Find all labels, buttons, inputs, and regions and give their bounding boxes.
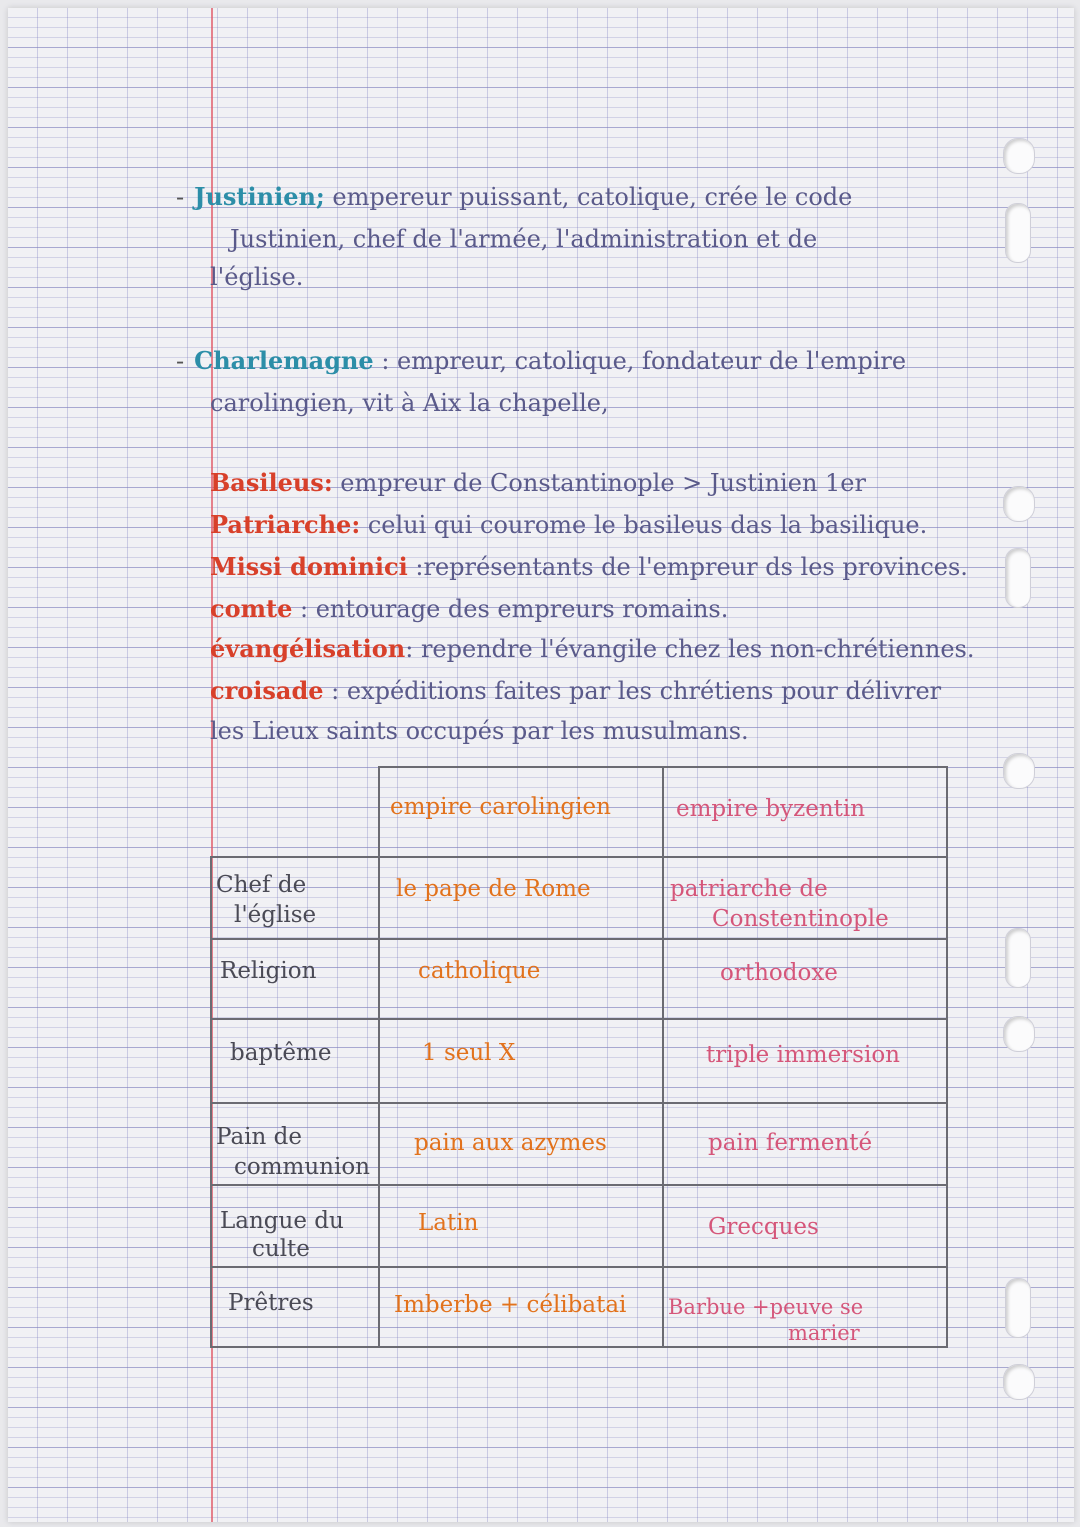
table-rule [662,766,664,1348]
definition-text: : entourage des empreurs romains. [292,595,729,623]
table-rule [210,1102,948,1104]
table-rule [210,938,948,940]
binder-hole [1003,1016,1035,1052]
table-rule [210,856,948,858]
binder-hole [1005,928,1031,988]
table-rule [210,1018,948,1020]
justinien-text1: empereur puissant, catolique, crée le code [324,183,853,211]
definition-patriarche [210,506,927,544]
definition-term: croisade [210,676,324,705]
table-cell-cont: marier [788,1321,860,1345]
row-label: Prêtres [228,1290,314,1316]
definition-term: évangélisation [210,634,406,663]
row-label-cont: communion [234,1154,370,1180]
charlemagne-text1: : empreur, catolique, fondateur de l'empire [373,347,907,375]
bullet-dash: - [176,183,185,211]
table-rule [210,1266,948,1268]
row-label-cont: culte [252,1236,310,1262]
definition-basileus [210,464,866,502]
binder-hole [1003,753,1035,789]
table-cell: triple immersion [706,1042,900,1068]
definition-term: Missi dominici [210,552,408,581]
table-cell: pain fermenté [708,1130,873,1156]
justinien-text2: Justinien, chef de l'armée, l'administration et de [230,225,818,253]
definition-term: Basileus: [210,468,333,497]
column-header-carolingien: empire carolingien [390,794,611,820]
table-cell: Barbue +peuve se [668,1295,864,1319]
notebook-page [8,8,1074,1522]
row-label: Pain de [216,1124,302,1150]
charlemagne-line1 [176,342,906,380]
binder-hole [1003,486,1035,522]
table-cell-cont: Constentinople [712,906,889,932]
table-cell: patriarche de [670,876,828,902]
definition-term: comte [210,594,293,623]
definition-comte [210,590,728,628]
column-header-byzantin: empire byzentin [676,796,866,822]
table-cell: orthodoxe [720,960,838,986]
definition-croisade-cont [210,712,749,750]
definition-croisade [210,672,941,710]
binder-hole [1005,548,1031,608]
table-rule [946,766,948,1348]
table-cell: le pape de Rome [396,876,591,902]
definition-missi-dominici [210,548,968,586]
charlemagne-term: Charlemagne [194,346,374,375]
justinien-line1 [176,178,852,216]
definition-text: celui qui courome le basileus das la basilique. [360,511,928,539]
row-label: Langue du [220,1208,344,1234]
definition-text: les Lieux saints occupés par les musulmans. [210,717,749,745]
table-rule [378,766,380,1348]
bullet-dash: - [176,347,185,375]
binder-hole [1005,203,1031,263]
charlemagne-text2: carolingien, vit à Aix la chapelle, [210,389,609,417]
table-rule [210,856,212,1348]
table-cell: Grecques [708,1214,819,1240]
binder-hole [1003,138,1035,174]
justinien-term: Justinien; [194,182,325,211]
row-label: baptême [230,1040,332,1066]
table-cell: Latin [418,1210,479,1236]
table-cell: Imberbe + célibatai [394,1292,627,1318]
row-label: Chef de [216,872,307,898]
row-label-cont: l'église [234,902,317,928]
binder-hole [1003,1364,1035,1400]
definition-evangelisation [210,630,975,668]
definition-text: :représentants de l'empreur ds les provinces. [407,553,968,581]
definition-text: : rependre l'évangile chez les non-chrétiennes. [405,635,975,663]
table-cell: catholique [418,958,541,984]
row-label: Religion [220,958,317,984]
justinien-text3: l'église. [210,263,304,291]
definition-text: : expéditions faites par les chrétiens pour délivrer [323,677,942,705]
table-cell: 1 seul X [422,1040,516,1066]
table-rule [210,1184,948,1186]
table-cell: pain aux azymes [414,1130,607,1156]
binder-hole [1005,1278,1031,1338]
definition-term: Patriarche: [210,510,361,539]
definition-text: empreur de Constantinople > Justinien 1er [332,469,866,497]
